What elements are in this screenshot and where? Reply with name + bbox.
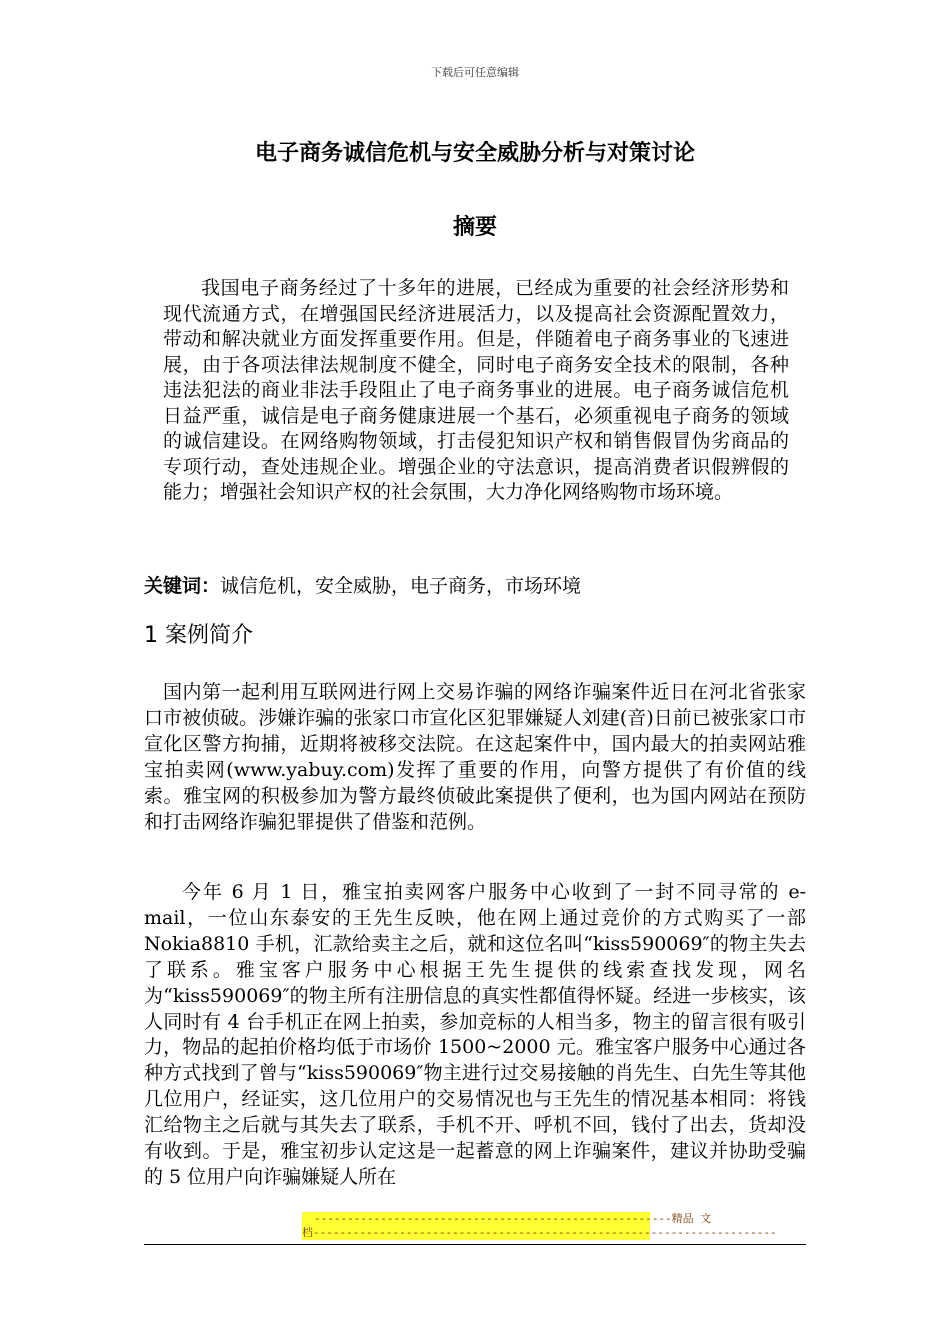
footer-line-2: 档---------------------------------------------------------------------- — [302, 1226, 777, 1239]
abstract-body: 我国电子商务经过了十多年的进展，已经成为重要的社会经济形势和现代流通方式，在增强国民经济进展活力，以及提高社会资源配置效力，带动和解决就业方面发挥重要作用。但是，伴随着电子商务事业的飞速进展，由于各项法律法规制度不健全，同时电子商务安全技术的限制，各种违法犯法的商业非法手段阻止了电子商务事业的进展。电子商务诚信危机日益严重，诚信是电子商务健康进展一个基石，必须重视电子商务的领域的诚信建设。在网络购物领域，打击侵犯知识产权和销售假冒伪劣商品的专项行动，查处违规企业。增强企业的守法意识，提高消费者识假辨假的能力；增强社会知识产权的社会氛围，大力净化网络购物市场环境。 — [163, 277, 789, 503]
footer-watermark-band — [302, 1212, 777, 1240]
section-heading-case-intro: 1 案例简介 — [144, 623, 253, 648]
footer-divider — [144, 1244, 806, 1245]
body-paragraph: 今年 6 月 1 日，雅宝拍卖网客户服务中心收到了一封不同寻常的 e-mail，一位山东泰安的王先生反映，他在网上通过竞价的方式购买了一部 Nokia8810 手机，汇款给卖主之后，就和这位名叫“kiss590069″的物主失去了联系。雅宝客户服务中心根据王先生提供的线索查找发现，网名为“kiss590069″的物主所有注册信息的真实性都值得怀疑。经进一步核实，该人同时有 4 台手机正在网上拍卖，参加竞标的人相当多，物主的留言很有吸引力，物品的起拍价格均低于市场价 1500~2000 元。雅宝客户服务中心通过各种方式找到了曾与“kiss590069″物主进行过交易接触的肖先生、白先生等其他几位用户，经证实，这几位用户的交易情况也与王先生的情况基本相同：将钱汇给物主之后就与其失去了联系，手机不开、呼机不回，钱付了出去，货却没有收到。于是，雅宝初步认定这是一起蓄意的网上诈骗案件，建议并协助受骗的 5 位用户向诈骗嫌疑人所在 — [144, 881, 806, 1188]
keywords-text: 诚信危机，安全威胁，电子商务，市场环境 — [220, 575, 582, 597]
keywords-line — [144, 573, 804, 599]
body-paragraph: 国内第一起利用互联网进行网上交易诈骗的网络诈骗案件近日在河北省张家口市被侦破。涉嫌诈骗的张家口市宣化区犯罪嫌疑人刘建(音)日前已被张家口市宣化区警方拘捕，近期将被移交法院。在这起案件中，国内最大的拍卖网站雅宝拍卖网(www.yabuy.com)发挥了重要的作用，向警方提供了有价值的线索。雅宝网的积极参加为警方最终侦破此案提供了便利，也为国内网站在预防和打击网络诈骗犯罪提供了借鉴和范例。 — [144, 681, 806, 833]
footer-line-1: ------------------------------------------------------精品 文 — [314, 1212, 712, 1225]
keywords-label: 关键词： — [144, 575, 221, 597]
header-note: 下载后可任意编辑 — [431, 66, 519, 79]
document-title: 电子商务诚信危机与安全威胁分析与对策讨论 — [254, 141, 695, 166]
abstract-heading: 摘要 — [452, 215, 497, 240]
